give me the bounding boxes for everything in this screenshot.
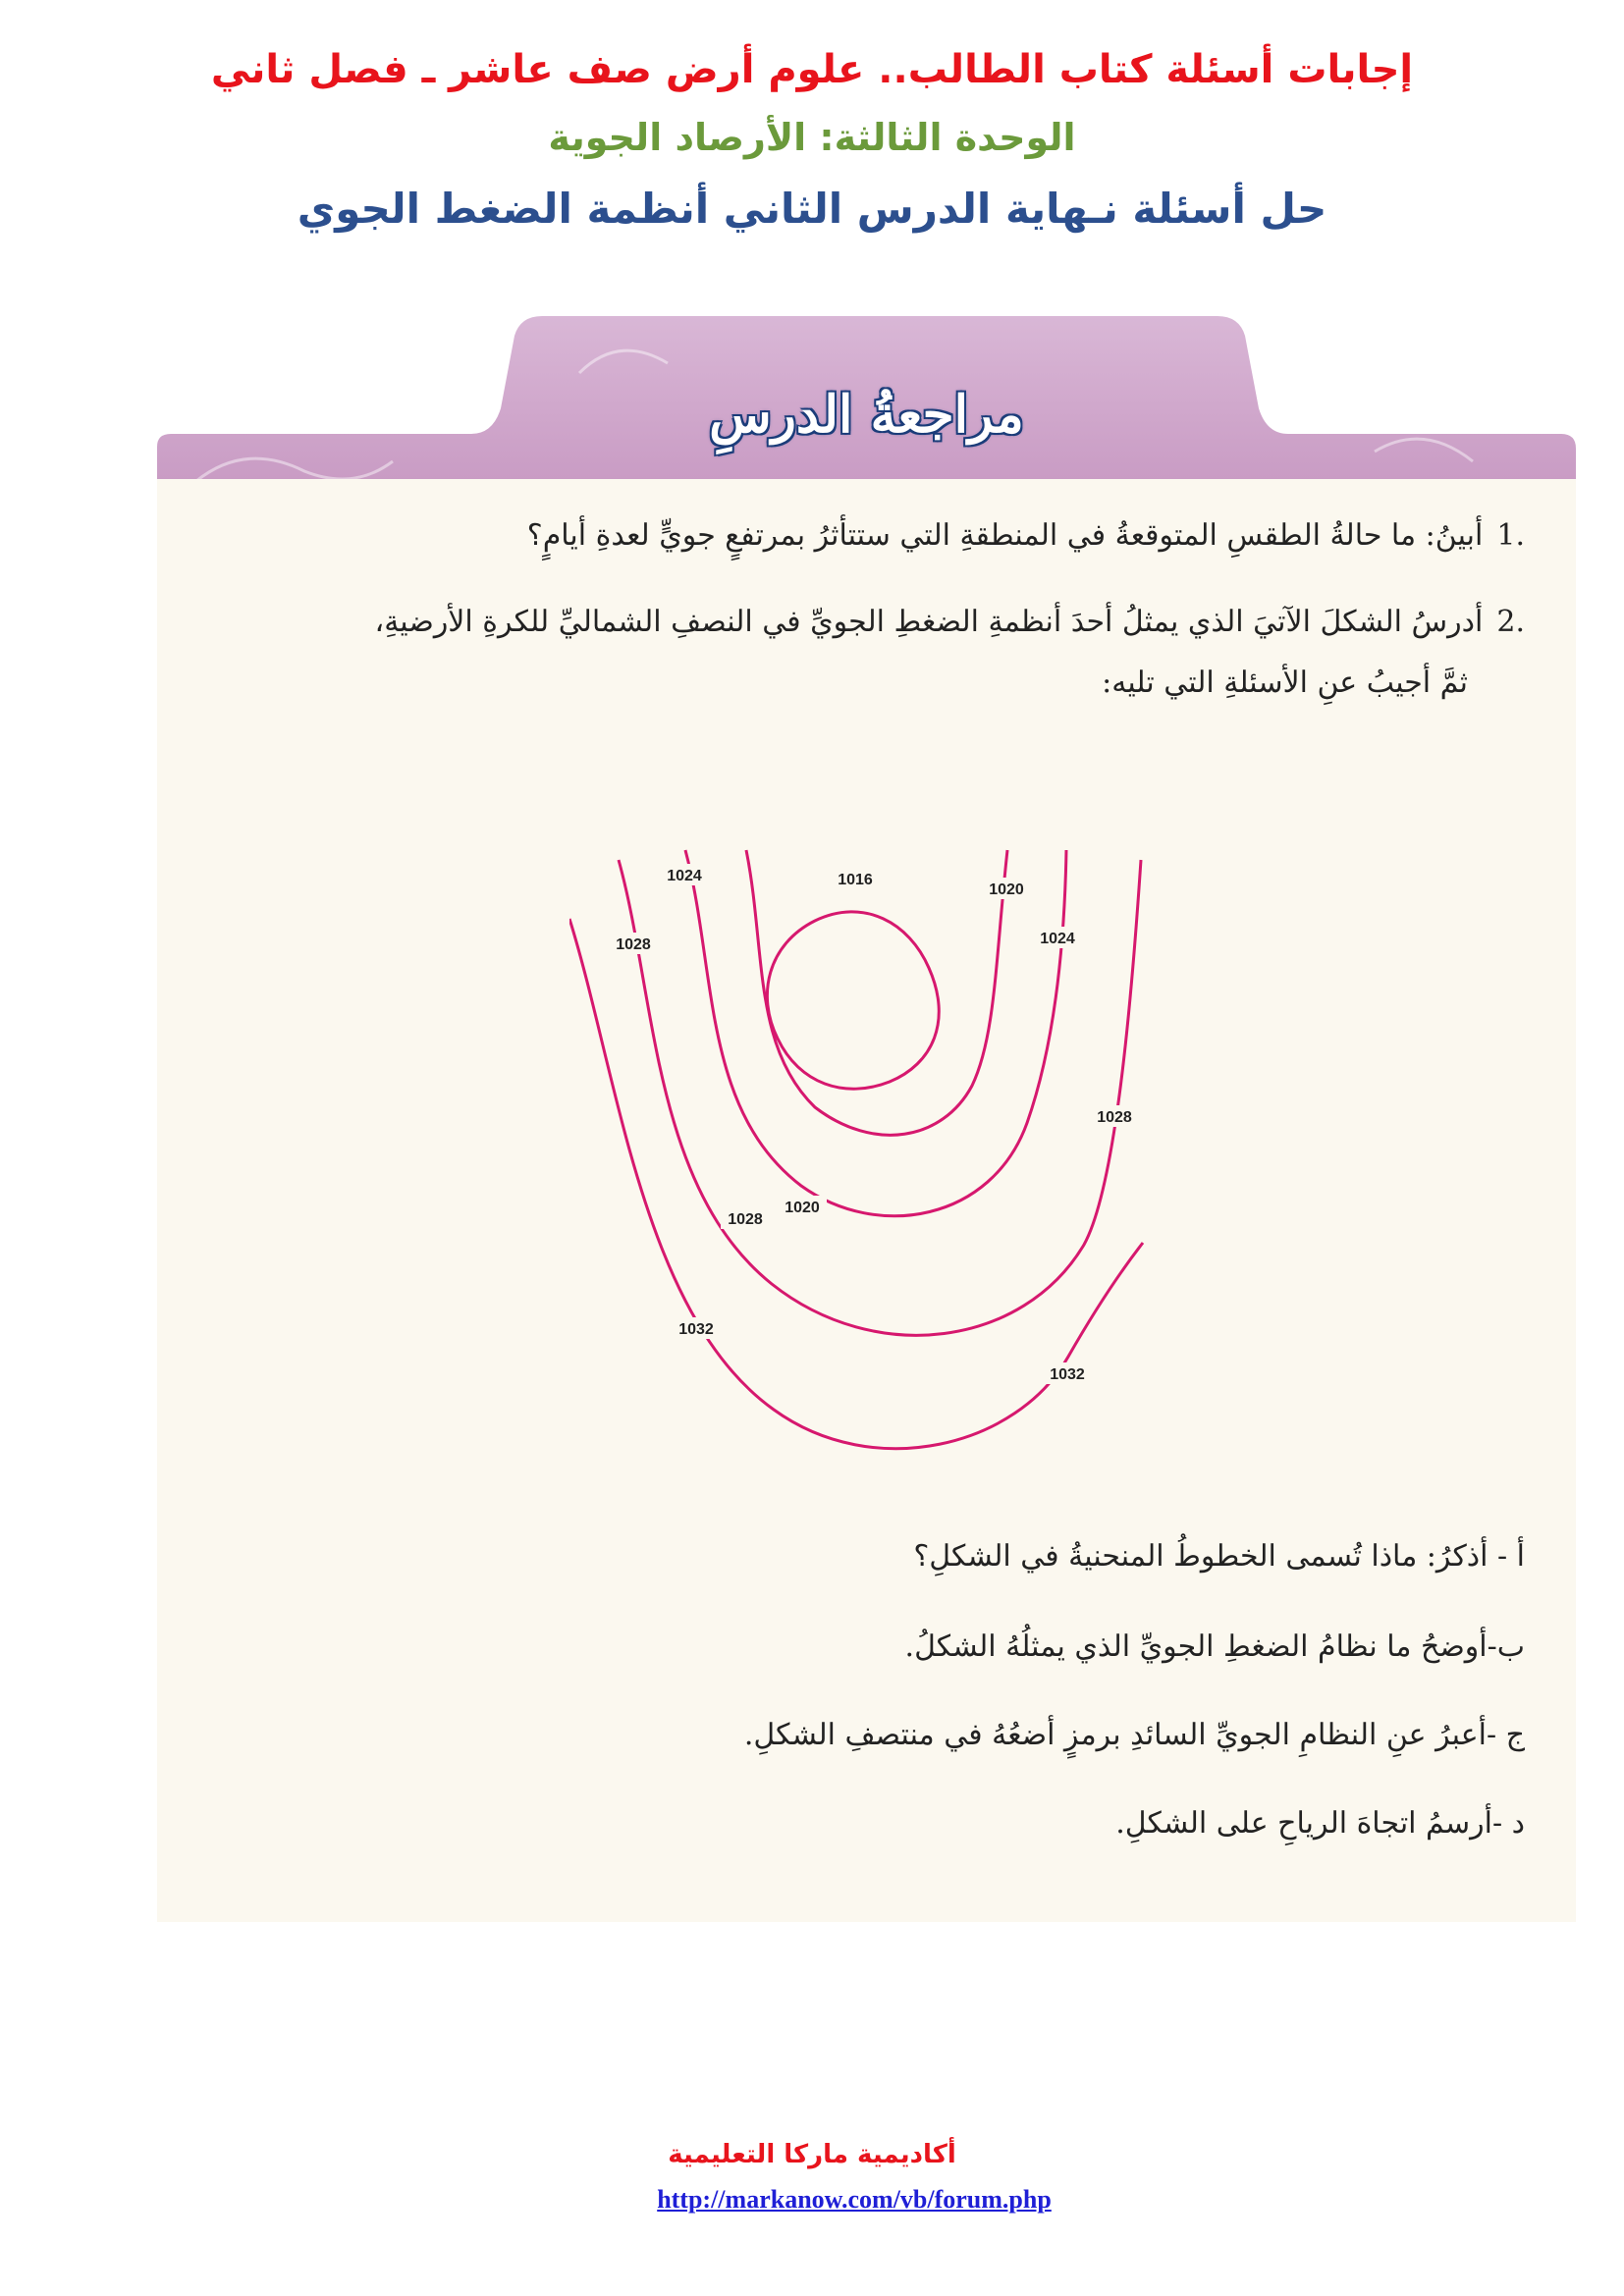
isobar-label-1016: 1016: [838, 872, 873, 888]
isobar-label-1024-left: 1024: [667, 868, 702, 884]
isobar-label-1024-right: 1024: [1040, 931, 1075, 947]
isobar-1024-line: [685, 850, 1066, 1216]
sub-question-b: ب-أوضحُ ما نظامُ الضغطِ الجويِّ الذي يمثلُهُ الشكلُ.: [904, 1629, 1525, 1664]
question-1-number: .1: [1496, 518, 1525, 553]
lesson-title: حل أسئلة نـهاية الدرس الثاني أنظمة الضغط الجوي: [297, 185, 1327, 233]
isobar-label-1020-right: 1020: [989, 881, 1024, 898]
isobar-label-1020-left: 1020: [785, 1200, 820, 1216]
lesson-review-box: [157, 314, 1576, 1924]
footer-link[interactable]: http://markanow.com/vb/forum.php: [657, 2185, 1052, 2214]
unit-title: الوحدة الثالثة: الأرصاد الجوية: [548, 116, 1076, 159]
question-2-text: أدرسُ الشكلَ الآتيَ الذي يمثلُ أحدَ أنظمةِ الضغطِ الجويِّ في النصفِ الشماليِّ للكرةِ الأرضيةِ،: [374, 605, 1484, 639]
sub-question-a: أ - أذكرُ: ماذا تُسمى الخطوطُ المنحنيةُ في الشكلِ؟: [913, 1539, 1525, 1574]
isobar-label-1028-right: 1028: [1097, 1109, 1132, 1126]
question-1: [527, 518, 1525, 553]
question-2: [375, 605, 1525, 639]
isobar-1020-line: [746, 850, 1007, 1135]
question-2-number: .2: [1496, 605, 1525, 639]
sub-question-c: ج -أعبرُ عنِ النظامِ الجويِّ السائدِ برمزٍ أضعُهُ في منتصفِ الشكلِ.: [743, 1718, 1525, 1752]
question-2-continuation: ثمَّ أجيبُ عنِ الأسئلةِ التي تليه:: [1102, 666, 1468, 700]
isobar-label-1032-right: 1032: [1050, 1366, 1085, 1383]
footer-academy-name: أكاديمية ماركا التعليمية: [668, 2140, 956, 2169]
isobar-map: [569, 811, 1178, 1537]
sub-question-d: د -أرسمُ اتجاهَ الرياحِ على الشكلِ.: [1115, 1806, 1525, 1841]
isobar-label-1032-left: 1032: [678, 1321, 714, 1338]
isobar-label-1028-lower: 1028: [728, 1211, 763, 1228]
isobar-1016-line: [767, 912, 939, 1089]
question-1-text: أبينُ: ما حالةُ الطقسِ المتوقعةُ في المنطقةِ التي ستتأثرُ بمرتفعٍ جويٍّ لعدةِ أيامٍ؟: [526, 518, 1484, 553]
document-title: إجابات أسئلة كتاب الطالب.. علوم أرض صف عاشر ـ فصل ثاني: [210, 47, 1414, 92]
review-panel: [157, 479, 1576, 1922]
review-title: مراجعةُ الدرسِ: [709, 385, 1024, 445]
isobar-label-1028-left: 1028: [616, 936, 651, 953]
